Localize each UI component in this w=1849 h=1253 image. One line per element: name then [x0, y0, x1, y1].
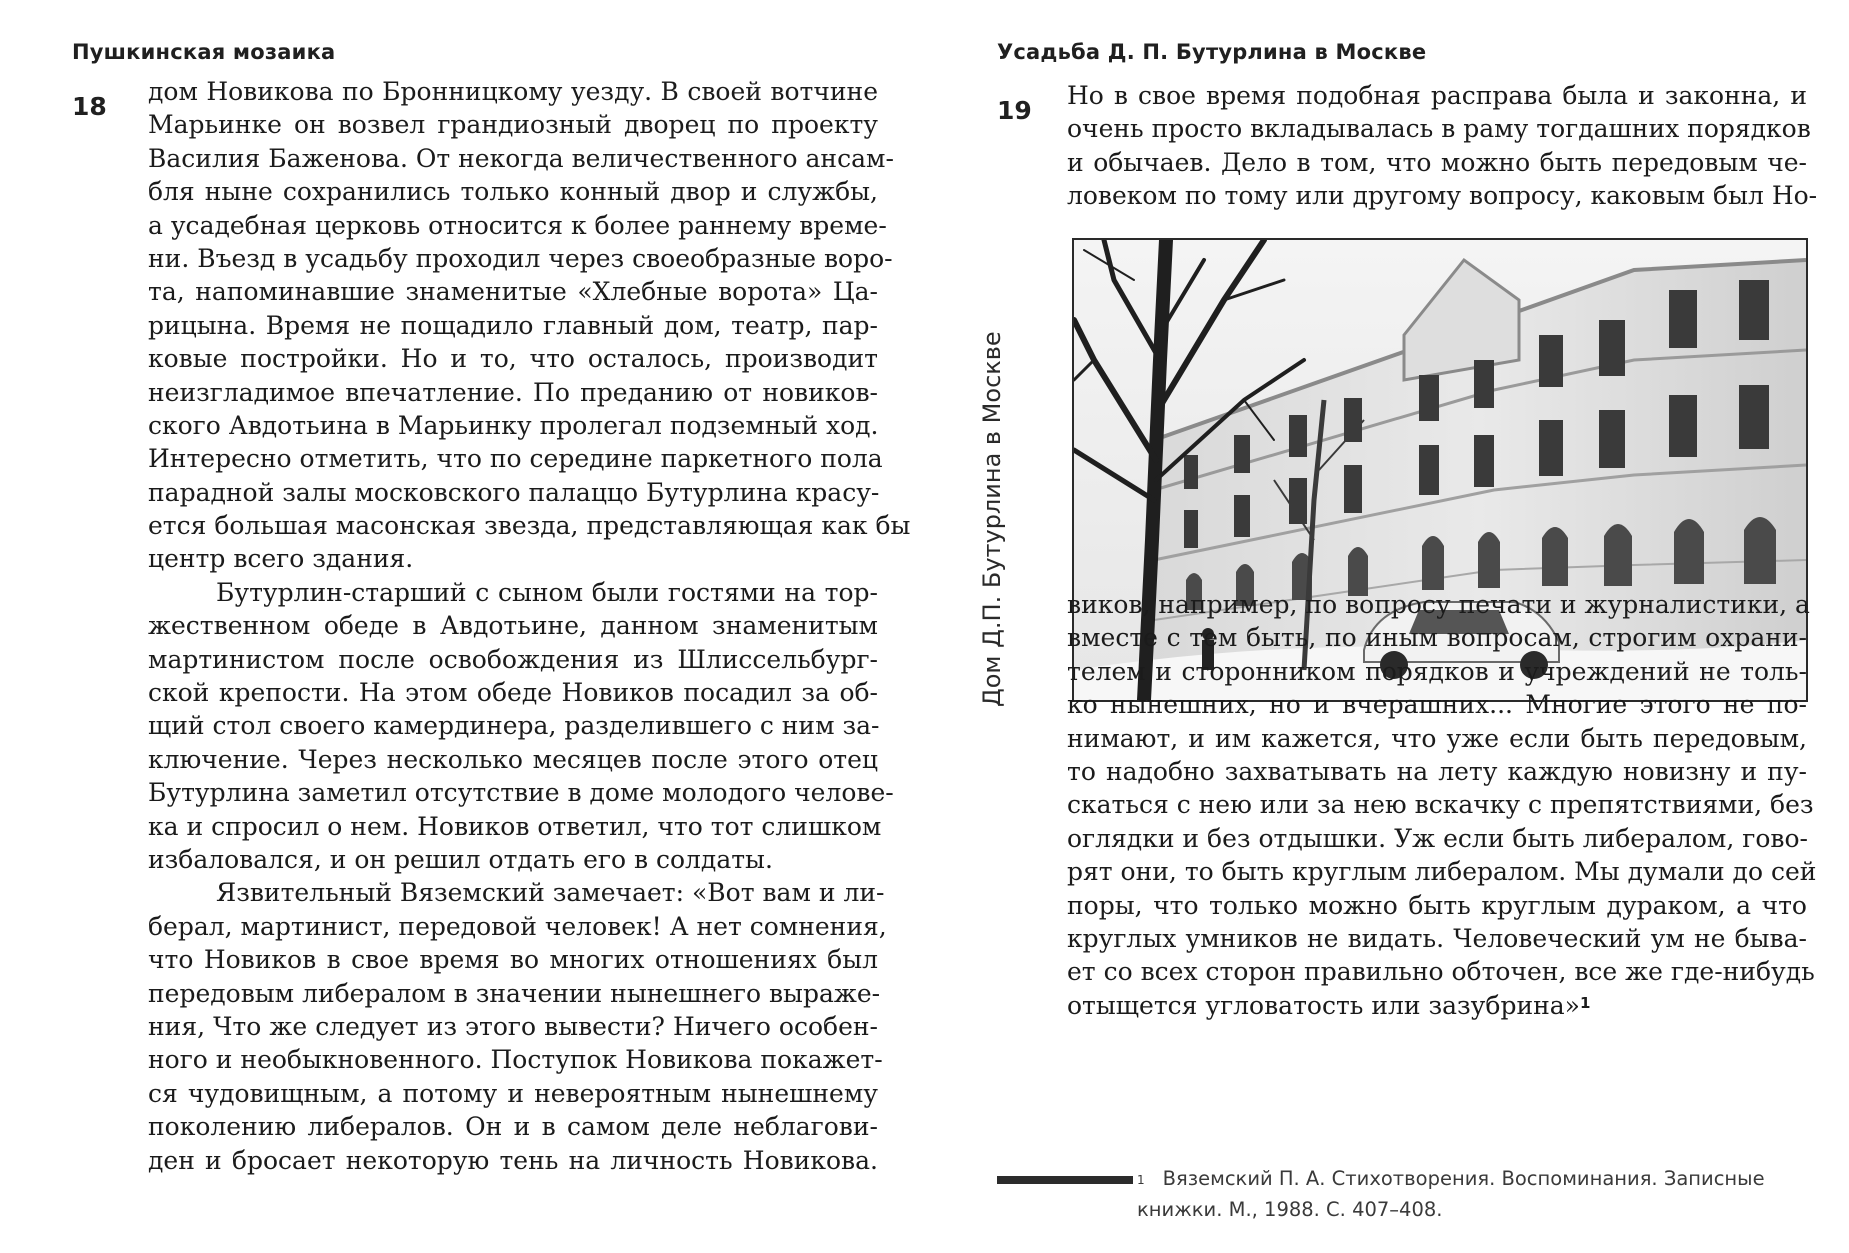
- text-line: поры, что только можно быть круглым дураком, а что: [1067, 890, 1807, 920]
- text-line: ловеком по тому или другому вопросу, каковым был Но-: [1067, 181, 1818, 211]
- text-line: очень просто вкладывалась в раму тогдашних порядков: [1067, 114, 1811, 144]
- text-line: Но в свое время подобная расправа была и законна, и: [1067, 81, 1807, 110]
- text-line: ко нынешних, но и вчерашних... Многие этого не по-: [1067, 690, 1807, 720]
- text-line: ни. Въезд в усадьбу проходил через своеобразные воро-: [148, 243, 893, 273]
- text-line: ного и необыкновенного. Поступок Новикова покажет-: [148, 1045, 883, 1075]
- text-line: вместе с тем быть, по иным вопросам, строгим охрани-: [1067, 623, 1807, 653]
- text-line: круглых умников не видать. Человеческий ум не быва-: [1067, 923, 1807, 953]
- right-page: [925, 0, 1849, 1253]
- text-line: и обычаев. Дело в том, что можно быть передовым че-: [1067, 147, 1807, 177]
- right-page-body-bottom: [1067, 588, 1817, 1022]
- text-line: парадной залы московского палаццо Бутурлина красу-: [148, 477, 880, 507]
- text-line: нимают, и им кажется, что уже если быть передовым,: [1067, 723, 1807, 753]
- text-line: бля ныне сохранились только конный двор и службы,: [148, 177, 878, 207]
- text-line: ского Авдотьина в Марьинку пролегал подземный ход.: [148, 410, 879, 440]
- text-line: ковые постройки. Но и то, что осталось, производит: [148, 344, 878, 374]
- footnote: [1137, 1163, 1777, 1225]
- text-line: рят они, то быть круглым либералом. Мы думали до сей: [1067, 857, 1817, 887]
- text-line: Интересно отметить, что по середине паркетного пола: [148, 444, 883, 474]
- text-line: то надобно захватывать на лету каждую новизну и пу-: [1067, 756, 1807, 786]
- text-line: ся чудовищным, а потому и невероятным нынешнему: [148, 1078, 878, 1108]
- text-line: берал, мартинист, передовой человек! А нет сомнения,: [148, 911, 887, 941]
- text-line-with-footnote-ref: [1067, 989, 1807, 1022]
- running-head-right: Усадьба Д. П. Бутурлина в Москве: [997, 40, 1427, 64]
- footnote-reference[interactable]: 1: [1579, 993, 1591, 1012]
- text-line: что Новиков в свое время во многих отношениях был: [148, 945, 878, 975]
- text-line: избаловался, и он решил отдать его в солдаты.: [148, 844, 773, 874]
- left-page-body: [148, 75, 911, 1177]
- text-line: Бутурлина заметил отсутствие в доме молодого челове-: [148, 778, 894, 808]
- text-line: ключение. Через несколько месяцев после этого отец: [148, 744, 878, 774]
- text-line: жественном обеде в Авдотьине, данном знаменитым: [148, 611, 878, 641]
- running-head-left: Пушкинская мозаика: [72, 40, 336, 64]
- text-line: виков, например, по вопросу печати и журналистики, а: [1067, 590, 1810, 619]
- text-line: ден и бросает некоторую тень на личность Новикова.: [148, 1145, 878, 1175]
- text-line: ет со всех сторон правильно обточен, все же где-нибудь: [1067, 957, 1815, 987]
- page-number-right: 19: [997, 96, 1032, 125]
- footnote-rule: [997, 1176, 1133, 1184]
- text-line: щий стол своего камердинера, разделившего с ним за-: [148, 711, 880, 741]
- text-line: ется большая масонская звезда, представляющая как бы: [148, 511, 911, 541]
- right-page-body-top: [1067, 79, 1818, 213]
- text-line: Бутурлин-старший с сыном были гостями на тор-: [216, 577, 878, 607]
- footnote-mark: 1: [1137, 1173, 1145, 1187]
- photo-caption: Дом Д.П. Бутурлина в Москве: [978, 331, 1006, 707]
- text-line: рицына. Время не пощадило главный дом, театр, пар-: [148, 310, 878, 340]
- text-line: поколению либералов. Он и в самом деле неблагови-: [148, 1112, 878, 1142]
- footnote-text-line-1: Вяземский П. А. Стихотворения. Воспоминания. Записные: [1162, 1167, 1765, 1190]
- text-line: ской крепости. На этом обеде Новиков посадил за об-: [148, 678, 878, 708]
- text-line: ния, Что же следует из этого вывести? Ничего особен-: [148, 1011, 878, 1041]
- text-line: Марьинке он возвел грандиозный дворец по проекту: [148, 110, 878, 140]
- text-line: скаться с нею или за нею вскачку с препятствиями, без: [1067, 790, 1814, 820]
- text-line: отыщется угловатость или зазубрина»: [1067, 990, 1580, 1020]
- text-line: неизгладимое впечатление. По преданию от новиков-: [148, 377, 878, 407]
- text-line: мартинистом после освобождения из Шлиссельбург-: [148, 644, 878, 674]
- footnote-text-line-2: книжки. М., 1988. С. 407–408.: [1137, 1198, 1443, 1221]
- text-line: ка и спросил о нем. Новиков ответил, что тот слишком: [148, 811, 882, 841]
- text-line: Василия Баженова. От некогда величественного ансам-: [148, 143, 894, 173]
- page-number-left: 18: [72, 92, 107, 121]
- text-line: оглядки и без отдышки. Уж если быть либералом, гово-: [1067, 823, 1808, 853]
- text-line: Язвительный Вяземский замечает: «Вот вам и ли-: [216, 878, 885, 908]
- text-line: телем и сторонником порядков и учреждений не толь-: [1067, 656, 1807, 686]
- text-line: а усадебная церковь относится к более раннему време-: [148, 210, 887, 240]
- text-line: центр всего здания.: [148, 544, 414, 574]
- text-line: та, напоминавшие знаменитые «Хлебные ворота» Ца-: [148, 277, 878, 307]
- text-line: дом Новикова по Бронницкому уезду. В своей вотчине: [148, 77, 878, 106]
- text-line: передовым либералом в значении нынешнего выраже-: [148, 978, 881, 1008]
